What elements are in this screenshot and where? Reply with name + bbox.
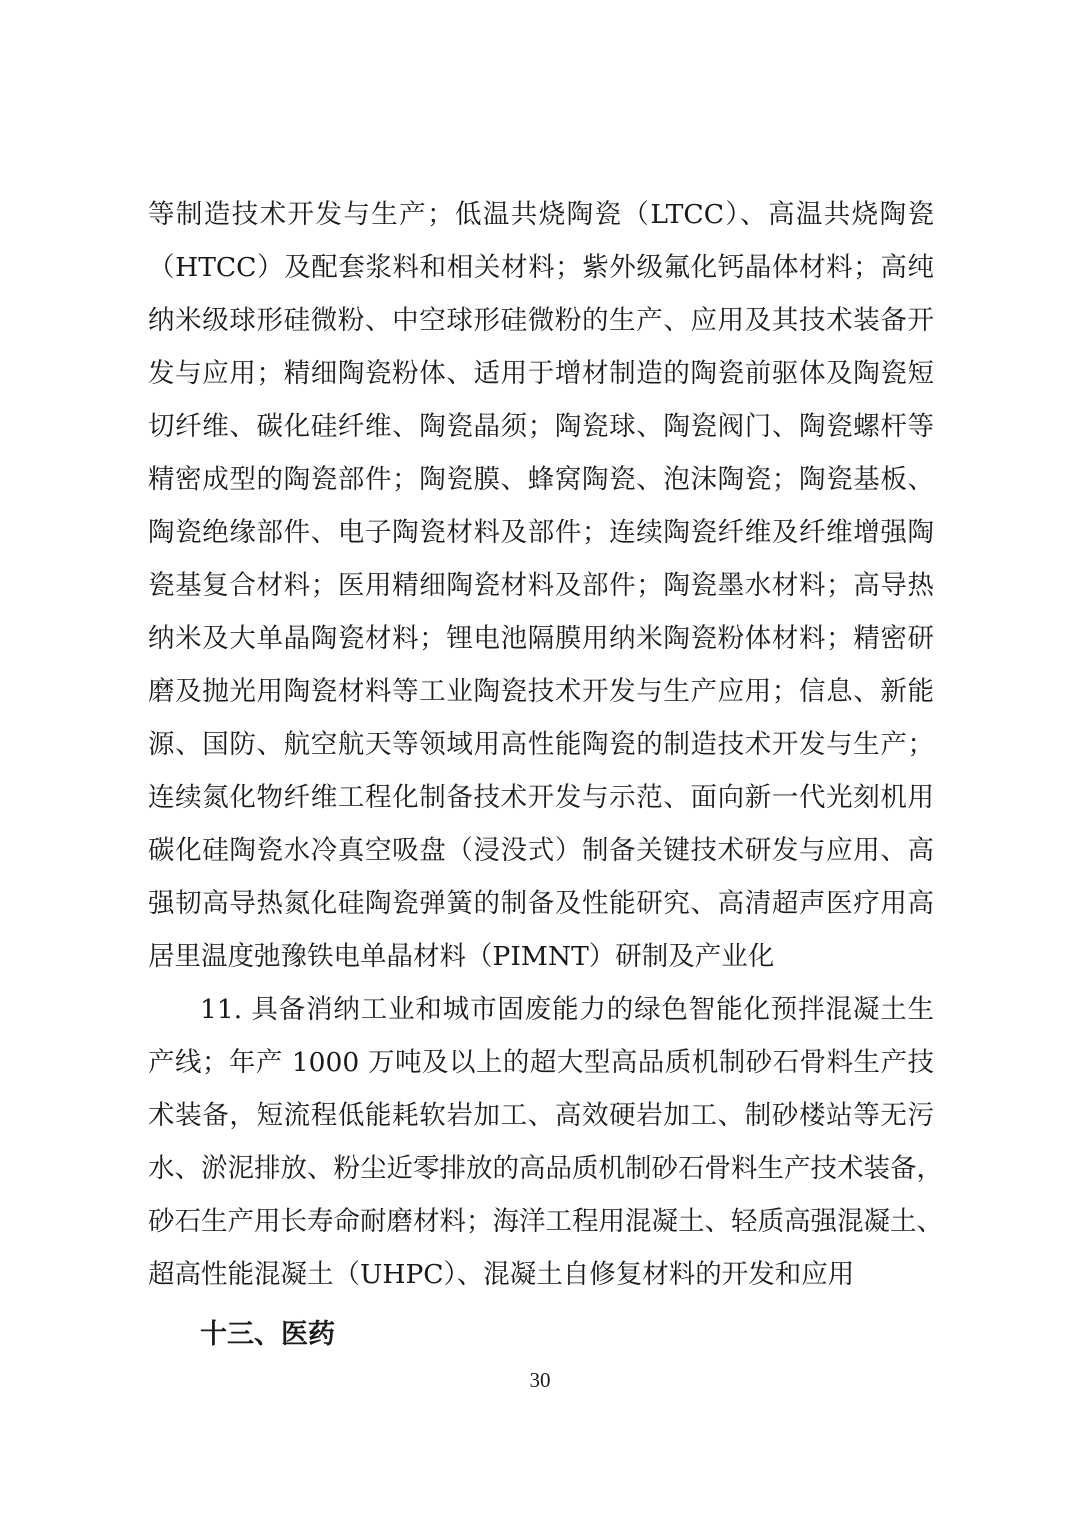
body-line: 陶瓷绝缘部件、电子陶瓷材料及部件；连续陶瓷纤维及纤维增强陶 (148, 517, 934, 548)
body-line: 等制造技术开发与生产；低温共烧陶瓷（LTCC）、高温共烧陶瓷 (148, 199, 934, 230)
item-11-line: 超高性能混凝土（UHPC）、混凝土自修复材料的开发和应用 (148, 1259, 855, 1290)
item-11-line: 术装备，短流程低能耗软岩加工、高效硬岩加工、制砂楼站等无污 (148, 1100, 934, 1131)
body-line: 切纤维、碳化硅纤维、陶瓷晶须；陶瓷球、陶瓷阀门、陶瓷螺杆等 (148, 411, 934, 442)
body-line: 居里温度弛豫铁电单晶材料（PIMNT）研制及产业化 (148, 941, 775, 972)
body-line: 强韧高导热氮化硅陶瓷弹簧的制备及性能研究、高清超声医疗用高 (148, 888, 934, 919)
item-11-line: 水、淤泥排放、粉尘近零排放的高品质机制砂石骨料生产技术装备， (148, 1153, 943, 1184)
item-11-line: 砂石生产用长寿命耐磨材料；海洋工程用混凝土、轻质高强混凝土、 (148, 1206, 943, 1237)
page-number: 30 (529, 1368, 551, 1392)
item-11-line: 产线；年产 1000 万吨及以上的超大型高品质机制砂石骨料生产技 (148, 1047, 934, 1078)
section-heading: 十三、医药 (200, 1319, 335, 1350)
body-line: 瓷基复合材料；医用精细陶瓷材料及部件；陶瓷墨水材料；高导热 (148, 570, 934, 601)
body-line: 连续氮化物纤维工程化制备技术开发与示范、面向新一代光刻机用 (148, 782, 934, 813)
body-line: 源、国防、航空航天等领域用高性能陶瓷的制造技术开发与生产； (148, 729, 934, 760)
body-line: （HTCC）及配套浆料和相关材料；紫外级氟化钙晶体材料；高纯 (148, 252, 934, 283)
body-line: 磨及抛光用陶瓷材料等工业陶瓷技术开发与生产应用；信息、新能 (148, 676, 934, 707)
body-line: 纳米及大单晶陶瓷材料；锂电池隔膜用纳米陶瓷粉体材料；精密研 (148, 623, 934, 654)
body-line: 发与应用；精细陶瓷粉体、适用于增材制造的陶瓷前驱体及陶瓷短 (148, 358, 934, 389)
body-line: 精密成型的陶瓷部件；陶瓷膜、蜂窝陶瓷、泡沫陶瓷；陶瓷基板、 (148, 464, 934, 495)
body-line: 纳米级球形硅微粉、中空球形硅微粉的生产、应用及其技术装备开 (148, 305, 934, 336)
item-11-line: 11. 具备消纳工业和城市固废能力的绿色智能化预拌混凝土生 (200, 994, 934, 1025)
body-line: 碳化硅陶瓷水冷真空吸盘（浸没式）制备关键技术研发与应用、高 (148, 835, 934, 866)
